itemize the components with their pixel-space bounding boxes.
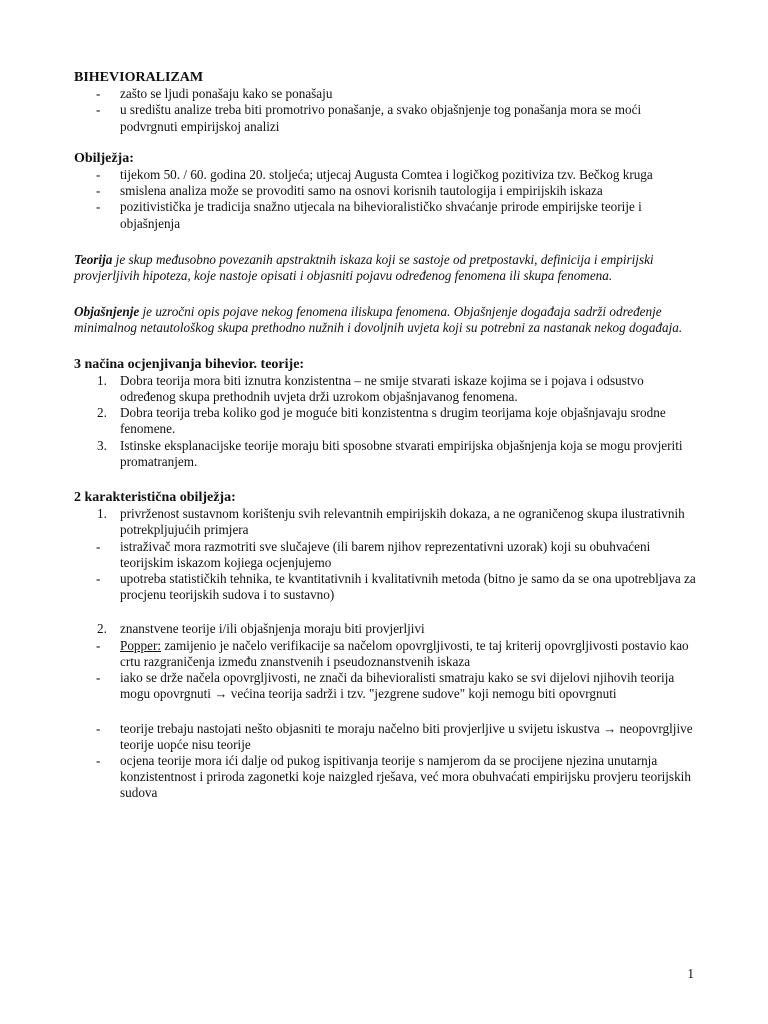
- bullet: -: [96, 637, 101, 653]
- section-heading-nacini: 3 načina ocjenjivanja bihevior. teorije:: [74, 356, 305, 372]
- bullet: -: [96, 167, 101, 183]
- definition-objasnjenje: Objašnjenje je uzročni opis pojave nekog fenomena iliskupa fenomena. Objašnjenje događaja sadrži određenje minimalnog netautološkog skupa prethodno nužnih i dovoljnih uvjeta koji su potrebni za nastanak nekog događaja.: [74, 304, 683, 336]
- section-heading-obiljezja: Obilježja:: [74, 150, 134, 166]
- numbered-item: 2. znanstvene teorije i/ili objašnjenja moraju biti provjerljivi: [97, 621, 425, 637]
- list-item: - ocjena teorije mora ići dalje od pukog ispitivanja teorije s namjerom da se procijene njezina unutarnja konzistentnost i priroda zagonetki koje naizgled rješava, već mora obuhvaćati empirijsku provjeru teorijskih sudova: [96, 752, 691, 801]
- bullet: -: [96, 86, 101, 102]
- list-item: - zašto se ljudi ponašaju kako se ponašaju: [96, 86, 333, 102]
- section-heading-karakteristicna: 2 karakteristična obilježja:: [74, 490, 236, 506]
- numbered-item: 1. privrženost sustavnom korištenju svih relevantnih empirijskih dokaza, a ne ograničenog skupa ilustrativnih potrekpljujućih primjera: [97, 506, 685, 538]
- definition-teorija: Teorija je skup međusobno povezanih apstraktnih iskaza koji se sastoje od pretpostavki, definicija i empirijski provjerljivih hipoteza, koje nastoje opisati i objasniti pojavu određenog fenomena ili skupa fenomena.: [74, 251, 654, 284]
- bullet: -: [96, 752, 101, 768]
- bullet: -: [96, 670, 101, 686]
- arrow-right-icon: →: [603, 720, 617, 736]
- numbered-item: 2. Dobra teorija treba koliko god je moguće biti konzistentna s drugim teorijama koje objašnjavaju srodne fenomene.: [97, 405, 666, 437]
- list-item: - pozitivistička je tradicija snažno utjecala na bihevioralističko shvaćanje prirode empirijske teorije i objašnjenja: [96, 199, 642, 231]
- list-item: - upotreba statističkih tehnika, te kvantitativnih i kvalitativnih metoda (bitno je samo da se ona upotrebljava za procjenu teorijskih sudova i to sustavno): [96, 571, 696, 603]
- numbered-item: 3. Istinske eksplanacijske teorije moraju biti sposobne stvarati empirijska objašnjenja koja se mogu provjeriti promatranjem.: [97, 437, 683, 469]
- bullet: -: [96, 183, 101, 199]
- list-item: - tijekom 50. / 60. godina 20. stoljeća; utjecaj Augusta Comtea i logičkog pozitiviza tzv. Bečkog kruga: [96, 167, 653, 183]
- numbered-item: 1. Dobra teorija mora biti iznutra konzistentna – ne smije stvarati iskaze kojima se i pojava i odsustvo određenog skupa prethodnih uvjeta drži uzrokom objašnjavanog fenomena.: [97, 372, 644, 405]
- arrow-right-icon: →: [214, 686, 228, 702]
- bullet: -: [96, 720, 101, 736]
- document-title: BIHEVIORALIZAM: [74, 70, 204, 85]
- list-item: - smislena analiza može se provoditi samo na osnovi korisnih tautologija i empirijskih iskaza: [96, 183, 603, 199]
- list-item: - istraživač mora razmotriti sve slučajeve (ili barem njihov reprezentativni uzorak) koji su obuhvaćeni teorijskim iskazom kojiega ocjenjujemo: [96, 538, 651, 570]
- term: Teorija: [74, 251, 113, 267]
- page-number: 1: [687, 966, 694, 981]
- list-item: - iako se drže načela opovrgljivosti, ne znači da bihevioralisti smatraju kako se svi dijelovi njihovih teorija mogu opovrgnuti → većina teorija sadrži i tzv. "jezgrene sudove" koji nemogu biti opovrgnuti: [96, 670, 675, 702]
- list-item: - u središtu analize treba biti promotrivo ponašanje, a svako objašnjenje tog ponašanja mora se moći podvrgnuti empirijskoj analizi: [96, 102, 642, 134]
- bullet: -: [96, 199, 101, 215]
- list-item: - teorije trebaju nastojati nešto objasniti te moraju načelno biti provjerljive u svijetu iskustva → neopovrgljive teorije uopće nisu teorije: [96, 720, 693, 752]
- bullet: -: [96, 571, 101, 587]
- document-body: [74, 70, 699, 802]
- popper-label: Popper:: [120, 637, 162, 653]
- term: Objašnjenje: [74, 304, 140, 320]
- bullet: -: [96, 102, 101, 118]
- bullet: -: [96, 538, 101, 554]
- list-item-popper: - Popper: zamijenio je načelo verifikacije sa načelom opovrgljivosti, te taj kriterij opovrgljivosti postavio kao crtu razgraničenja između znanstvenih i pseudoznanstvenih iskaza: [96, 637, 689, 669]
